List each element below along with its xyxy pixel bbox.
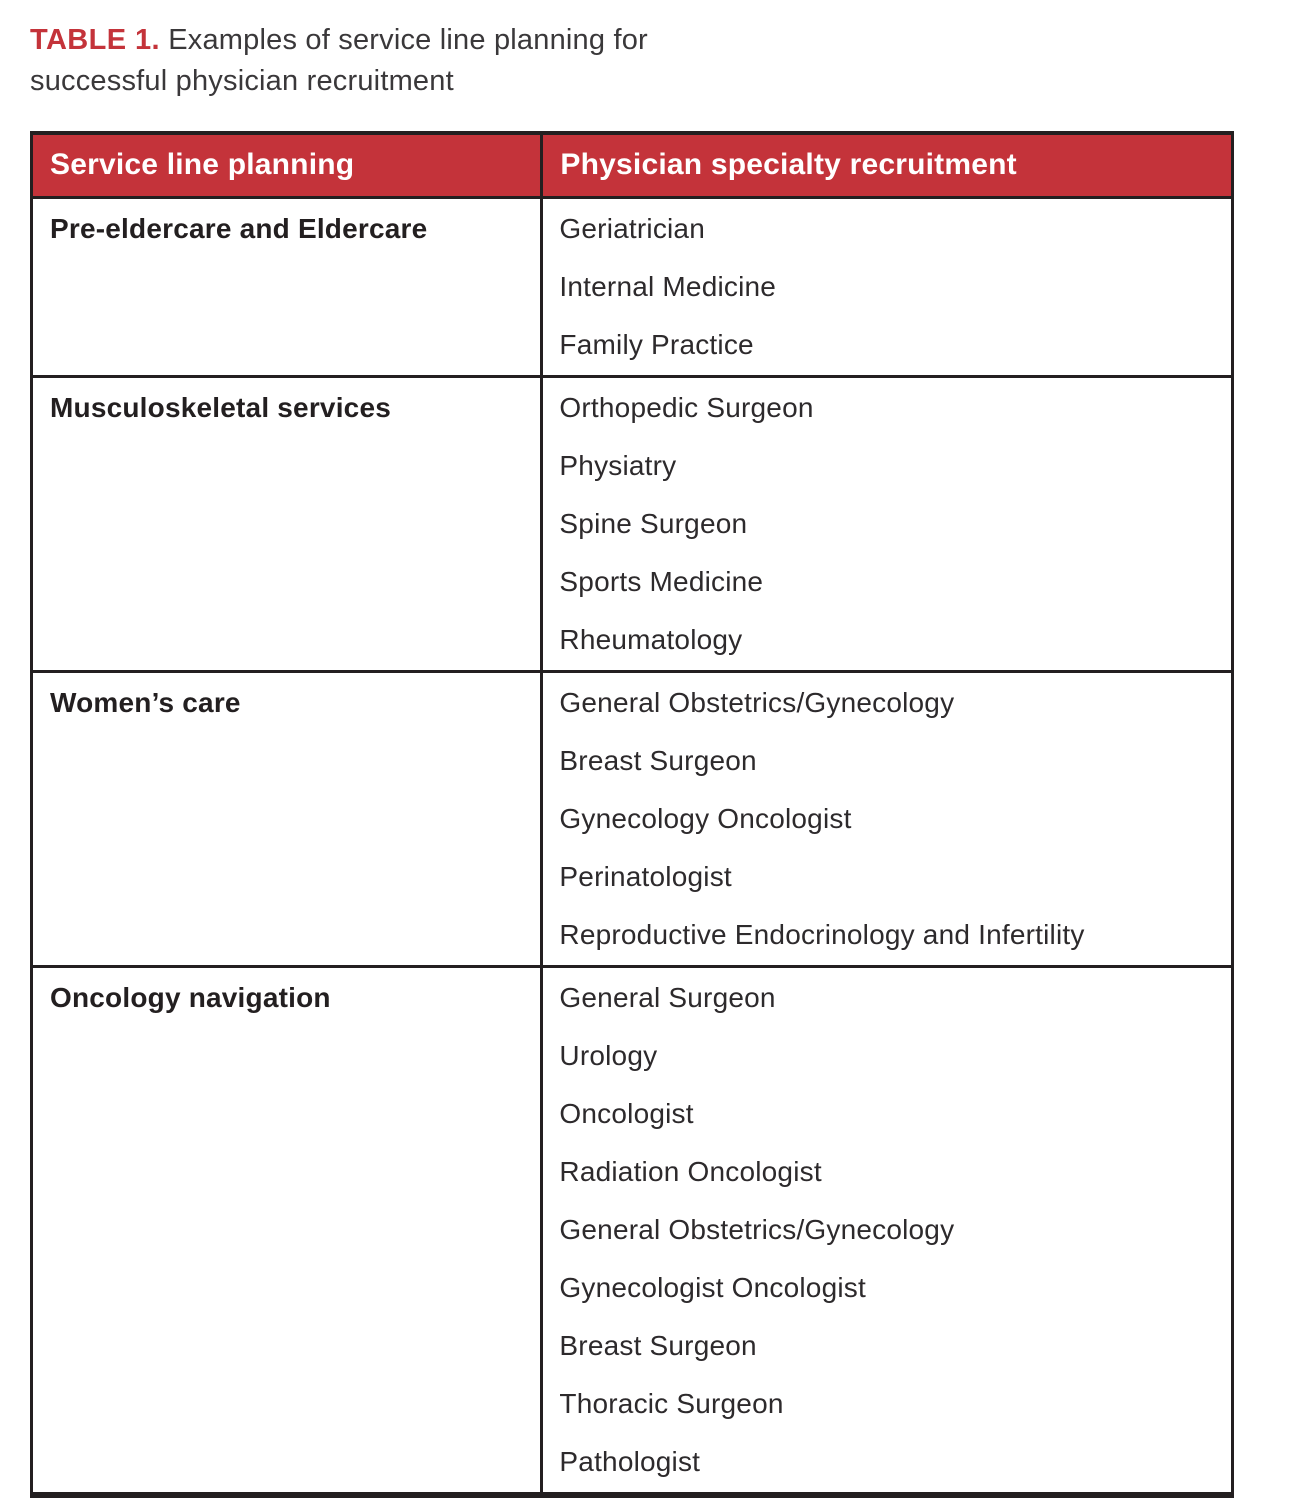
specialty-item: Reproductive Endocrinology and Infertility [559, 919, 1085, 950]
specialty-item: Pathologist [559, 1446, 701, 1477]
specialties-cell [542, 672, 1233, 967]
table-caption-text: Examples of service line planning for successful physician recruitment [30, 24, 648, 97]
service-line-cell: Women’s care [32, 672, 542, 967]
specialty-item: Breast Surgeon [559, 745, 757, 776]
specialty-item: General Obstetrics/Gynecology [559, 687, 955, 718]
table-row [32, 967, 1233, 1496]
specialty-item: Physiatry [559, 450, 677, 481]
specialty-item: Urology [559, 1040, 658, 1071]
specialty-item: Gynecology Oncologist [559, 803, 852, 834]
specialty-item: Radiation Oncologist [559, 1156, 822, 1187]
specialties-cell [542, 967, 1233, 1496]
header-physician-specialty-recruitment: Physician specialty recruitment [542, 133, 1233, 198]
specialty-item: Geriatrician [559, 213, 705, 244]
specialty-item: General Obstetrics/Gynecology [559, 1214, 955, 1245]
table-row [32, 198, 1233, 377]
table-caption [30, 20, 735, 102]
specialty-item: Orthopedic Surgeon [559, 392, 814, 423]
service-line-cell: Musculoskeletal services [32, 377, 542, 672]
specialty-item: Family Practice [559, 329, 754, 360]
specialty-item: Thoracic Surgeon [559, 1388, 784, 1419]
table-header-row [32, 133, 1233, 198]
table-body [32, 198, 1233, 1496]
specialty-item: Oncologist [559, 1098, 694, 1129]
specialty-item: Gynecologist Oncologist [559, 1272, 866, 1303]
service-line-cell: Pre-eldercare and Eldercare [32, 198, 542, 377]
specialty-item: Breast Surgeon [559, 1330, 757, 1361]
table-row [32, 377, 1233, 672]
specialty-item: Internal Medicine [559, 271, 777, 302]
specialty-item: Sports Medicine [559, 566, 764, 597]
table-header [32, 133, 1233, 198]
specialty-item: General Surgeon [559, 982, 776, 1013]
table-row [32, 672, 1233, 967]
specialties-cell [542, 198, 1233, 377]
header-service-line-planning: Service line planning [32, 133, 542, 198]
service-line-cell: Oncology navigation [32, 967, 542, 1496]
specialty-item: Rheumatology [559, 624, 743, 655]
specialty-item: Perinatologist [559, 861, 732, 892]
table-caption-label: TABLE 1. [30, 24, 160, 56]
specialty-item: Spine Surgeon [559, 508, 748, 539]
specialties-cell [542, 377, 1233, 672]
service-line-table [30, 131, 1234, 1498]
